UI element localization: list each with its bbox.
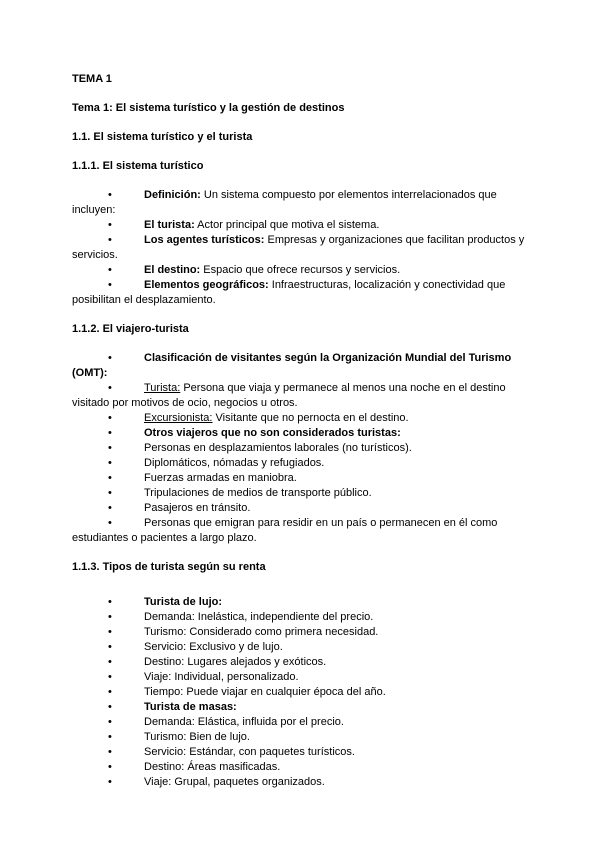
- item-text: Personas en desplazamientos laborales (no turísticos).: [144, 442, 412, 454]
- item-text: Turismo: Bien de lujo.: [144, 731, 250, 743]
- term-label: El destino:: [144, 264, 201, 276]
- term-text: Persona que viaja y permanece al menos una noche en el destino visitado por motivos de ocio, negocios u otros.: [72, 382, 506, 409]
- item-text: Fuerzas armadas en maniobra.: [144, 472, 297, 484]
- list-item: [72, 263, 532, 278]
- list-item: [72, 640, 532, 655]
- list-item: [72, 700, 532, 715]
- subgroup-heading: Otros viajeros que no son considerados turistas:: [144, 427, 401, 439]
- term-text: Empresas y organizaciones que facilitan productos y servicios.: [72, 234, 525, 261]
- term-label: Elementos geográficos:: [144, 279, 269, 291]
- list-item: [72, 655, 532, 670]
- item-text: Tripulaciones de medios de transporte público.: [144, 487, 372, 499]
- term-text: Un sistema compuesto por elementos interrelacionados que incluyen:: [72, 189, 497, 216]
- bullet-icon: •: [108, 279, 112, 291]
- sistema-turistico-list: [72, 188, 532, 308]
- item-text: Personas que emigran para residir en un país o permanecen en él como estudiantes o pacientes a largo plazo.: [72, 517, 498, 544]
- item-text: Demanda: Elástica, influida por el precio.: [144, 716, 344, 728]
- list-item: [72, 381, 532, 411]
- bullet-icon: •: [108, 776, 112, 788]
- bullet-icon: •: [108, 686, 112, 698]
- item-text: Viaje: Grupal, paquetes organizados.: [144, 776, 325, 788]
- term-text: Actor principal que motiva el sistema.: [194, 219, 380, 231]
- item-text: Pasajeros en tránsito.: [144, 502, 251, 514]
- bullet-icon: •: [108, 189, 112, 201]
- bullet-icon: •: [108, 626, 112, 638]
- section-heading-1-1: 1.1. El sistema turístico y el turista: [72, 131, 253, 143]
- tema-heading: TEMA 1: [72, 73, 112, 85]
- bullet-icon: •: [108, 611, 112, 623]
- term-text: Infraestructuras, localización y conectividad que posibilitan el desplazamiento.: [72, 279, 506, 306]
- list-item: [72, 441, 532, 456]
- list-item: [72, 188, 532, 218]
- item-text: Servicio: Exclusivo y de lujo.: [144, 641, 283, 653]
- bullet-icon: •: [108, 234, 112, 246]
- list-item: [72, 685, 532, 700]
- term-label: Los agentes turísticos:: [144, 234, 265, 246]
- list-item: [72, 351, 532, 381]
- bullet-icon: •: [108, 382, 112, 394]
- subsection-heading-1-1-3: 1.1.3. Tipos de turista según su renta: [72, 561, 266, 573]
- term-text: Visitante que no pernocta en el destino.: [212, 412, 409, 424]
- list-item: [72, 670, 532, 685]
- list-item: [72, 456, 532, 471]
- viajero-turista-list: [72, 351, 532, 546]
- list-item: [72, 486, 532, 501]
- list-item: [72, 595, 532, 610]
- list-item: [72, 715, 532, 730]
- list-item: [72, 760, 532, 775]
- subsection-heading-1-1-2: 1.1.2. El viajero-turista: [72, 323, 189, 335]
- term-label: Excursionista:: [144, 412, 213, 424]
- list-item: [72, 411, 532, 426]
- bullet-icon: •: [108, 412, 112, 424]
- bullet-icon: •: [108, 502, 112, 514]
- bullet-icon: •: [108, 716, 112, 728]
- classification-heading: Clasificación de visitantes según la Organización Mundial del Turismo (OMT):: [72, 352, 512, 379]
- document-title: Tema 1: El sistema turístico y la gestión de destinos: [72, 102, 345, 114]
- list-item: [72, 233, 532, 263]
- group-heading-lujo: Turista de lujo:: [144, 596, 223, 608]
- bullet-icon: •: [108, 731, 112, 743]
- item-text: Turismo: Considerado como primera necesidad.: [144, 626, 379, 638]
- list-item: [72, 745, 532, 760]
- document-page: [72, 72, 532, 790]
- list-item: [72, 625, 532, 640]
- term-text: Espacio que ofrece recursos y servicios.: [200, 264, 401, 276]
- bullet-icon: •: [108, 427, 112, 439]
- bullet-icon: •: [108, 219, 112, 231]
- bullet-icon: •: [108, 487, 112, 499]
- subsection-heading-1-1-1: 1.1.1. El sistema turístico: [72, 160, 204, 172]
- list-item: [72, 610, 532, 625]
- list-item: [72, 730, 532, 745]
- bullet-icon: •: [108, 517, 112, 529]
- bullet-icon: •: [108, 656, 112, 668]
- term-label: Turista:: [144, 382, 181, 394]
- bullet-icon: •: [108, 596, 112, 608]
- bullet-icon: •: [108, 264, 112, 276]
- list-item: [72, 278, 532, 308]
- list-item: [72, 516, 532, 546]
- item-text: Viaje: Individual, personalizado.: [144, 671, 299, 683]
- item-text: Servicio: Estándar, con paquetes turísticos.: [144, 746, 355, 758]
- list-item: [72, 501, 532, 516]
- bullet-icon: •: [108, 641, 112, 653]
- tipos-turista-list: [72, 595, 532, 790]
- item-text: Demanda: Inelástica, independiente del precio.: [144, 611, 374, 623]
- list-item: [72, 775, 532, 790]
- bullet-icon: •: [108, 746, 112, 758]
- list-item: [72, 426, 532, 441]
- term-label: Definición:: [144, 189, 201, 201]
- bullet-icon: •: [108, 457, 112, 469]
- list-item: [72, 218, 532, 233]
- item-text: Destino: Lugares alejados y exóticos.: [144, 656, 327, 668]
- bullet-icon: •: [108, 701, 112, 713]
- group-heading-masas: Turista de masas:: [144, 701, 237, 713]
- bullet-icon: •: [108, 352, 112, 364]
- bullet-icon: •: [108, 671, 112, 683]
- item-text: Diplomáticos, nómadas y refugiados.: [144, 457, 325, 469]
- list-item: [72, 471, 532, 486]
- bullet-icon: •: [108, 472, 112, 484]
- term-label: El turista:: [144, 219, 195, 231]
- bullet-icon: •: [108, 442, 112, 454]
- item-text: Tiempo: Puede viajar en cualquier época del año.: [144, 686, 386, 698]
- item-text: Destino: Áreas masificadas.: [144, 761, 281, 773]
- bullet-icon: •: [108, 761, 112, 773]
